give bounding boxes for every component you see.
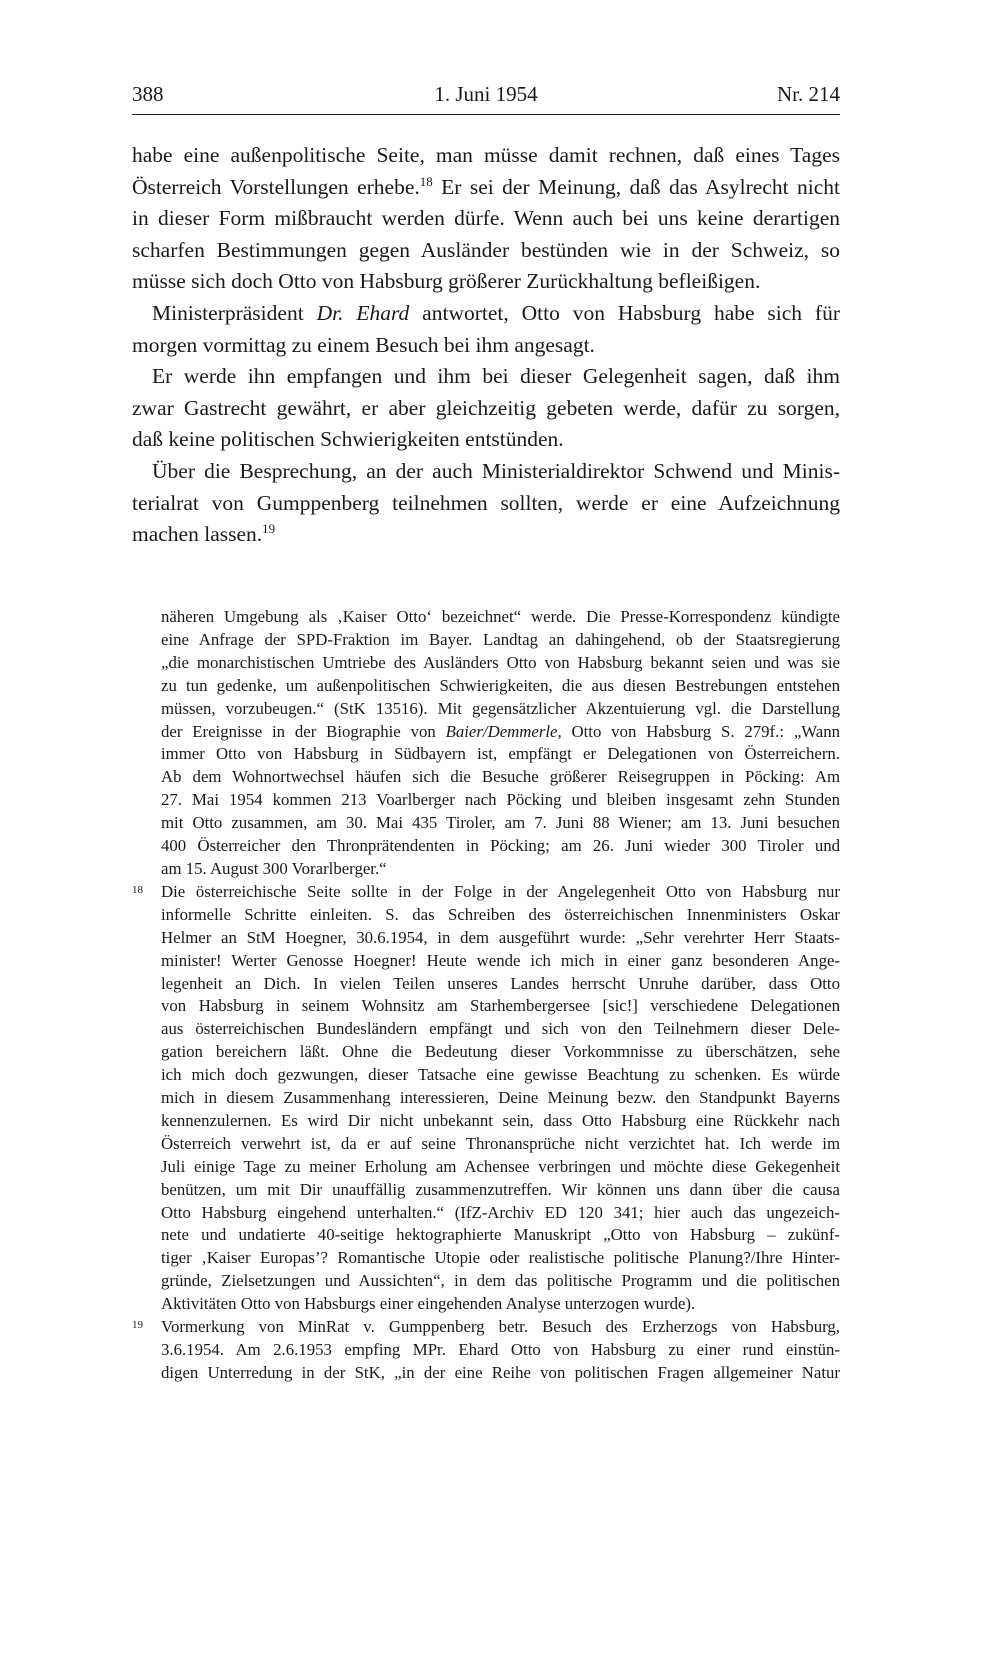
author-citation: Baier/Demmerle — [445, 721, 558, 741]
paragraph-3 — [132, 361, 840, 456]
text-line: habe eine außenpolitische Seite, man müsse damit rechnen, daß eines Tages — [132, 143, 840, 167]
text-line: scharfen Bestimmungen gegen Ausländer bestünden wie in der Schweiz, so — [132, 237, 840, 262]
page-number: 388 — [132, 82, 164, 106]
header-rule — [132, 114, 840, 115]
footnote-ref-19[interactable]: 19 — [262, 521, 276, 536]
text-line: Österreich Vorstellungen erhebe.$^{18}$ Er sei der Meinung, daß das Asylrecht nicht — [132, 174, 840, 199]
footnote-19: 19 Vormerkung von MinRat v. Gumppenberg betr. Besuch des Erzherzogs von Habsburg, 3.6.1954. Am 2.6.1953 empfing MPr. Ehard Otto von Habsburg zu einer rund einstün- digen Unterredung in der StK, „in der eine Reihe von politischen Fragen allgemeiner Natur — [132, 1316, 840, 1385]
paragraph-2 — [132, 298, 840, 361]
text-line: machen lassen.$^{19}$ — [132, 521, 276, 547]
text-line: morgen vormittag zu einem Besuch bei ihm angesagt. — [132, 332, 595, 357]
header-date: 1. Juni 1954 — [434, 82, 538, 106]
footnotes — [132, 606, 840, 1385]
footnote-18: 18 Die österreichische Seite sollte in der Folge in der Angelegenheit Otto von Habsburg nur informelle Schritte einleiten. S. das Schreiben des österreichischen Innenministers Oskar Helmer an StM Hoegner, 30.6.1954, in dem ausgeführt wurde: „Sehr verehrter Herr Staats- minister! Werter Genosse Hoegner! Heute wende ich mich in einer ganz besonderen Ange- legenheit an Dich. In vielen Teilen unseres Landes herrscht Unruhe darüber, dass Otto von Habsburg in seinem Wohnsitz am Starhembergersee [sic!] verschiedene Delegationen aus österreichischen Bundesländern empfängt und sich von den Teilnehmern dieser Dele- gation bereichern läßt. Ohne die Bedeutung dieser Vorkommnisse zu überschätzen, sehe ich mich doch gezwungen, dieser Tatsache eine gewisse Beachtung zu schenken. Es würde mich in diesem Zusammenhang interessieren, Deine Meinung bezw. den Standpunkt Bayerns kennenzulernen. Es wird Dir nicht unbekannt sein, dass Otto Habsburg eine Rückkehr nach Österreich verwehrt ist, da er auf seine Thronansprüche nicht verzichtet hat. Ich werde im Juli einige Tage zu meiner Erholung am Achensee verbringen und möchte diese Gekegenheit benützen, um mit Dir unauffällig zusammenzutreffen. Wir können uns dann über die causa Otto Habsburg eingehend unterhalten.“ (IfZ-Archiv ED 120 341; hier auch das ungezeich- nete und undatierte 40-seitige hektographierte Manuskript „Otto von Habsburg – zukünf- tiger ‚Kaiser Europas’? Romantische Utopie oder realistische politische Planung?/Ihre Hinter- gründe, Zielsetzungen und Aussichten“, in dem das politische Programm und die politischen Aktivitäten Otto von Habsburgs einer eingehenden Analyse unterzogen wurde). — [132, 881, 840, 1316]
text-line: daß keine politischen Schwierigkeiten entstünden. — [132, 427, 564, 452]
text-line: terialrat von Gumppenberg teilnehmen sollten, werde er eine Aufzeichnung — [132, 490, 840, 515]
text-line: Er werde ihn empfangen und ihm bei dieser Gelegenheit sagen, daß ihm — [152, 364, 840, 389]
speaker-name: Dr. Ehard — [316, 300, 410, 325]
footnote-number: 18 — [132, 883, 143, 896]
running-head — [132, 82, 840, 112]
footnote-continued: näheren Umgebung als ‚Kaiser Otto‘ bezeichnet“ werde. Die Presse-Korrespondenz kündigte eine Anfrage der SPD-Fraktion im Bayer. Landtag an dahingehend, ob der Staatsregierung „die monarchistischen Umtriebe des Ausländers Otto von Habsburg bekannt seien und was sie zu tun gedenke, um außenpolitischen Schwierigkeiten, die aus diesen Bestrebungen entstehen müssen, vorzubeugen.“ (StK 13516). Mit gegensätzlicher Akzentuierung vgl. die Darstellung der Ereignisse in der Biographie von Baier/Demmerle, Otto von Habsburg S. 279f.: „Wann immer Otto von Habsburg in Südbayern ist, empfängt er Delegationen von Österreichern. Ab dem Wohnortwechsel häufen sich die Besuche größerer Reisegruppen in Pöcking: Am 27. Mai 1954 kommen 213 Voarlberger nach Pöcking und bleiben insgesamt zehn Stunden mit Otto zusammen, am 30. Mai 435 Tiroler, am 7. Juni 88 Wiener; am 13. Juni besuchen 400 Österreicher den Thronprätendenten in Pöcking; am 26. Juni wieder 300 Tiroler und am 15. August 300 Vorarlberger.“ — [161, 607, 840, 878]
text-line: Ministerpräsident Dr. Ehard antwortet, Otto von Habsburg habe sich für — [152, 300, 841, 325]
main-text — [132, 140, 840, 551]
footnote-number: 19 — [132, 1319, 143, 1332]
paragraph-1 — [132, 140, 840, 298]
text-line: Über die Besprechung, an der auch Ministerialdirektor Schwend und Minis- — [152, 458, 840, 483]
paragraph-4 — [132, 456, 840, 551]
text-line: müsse sich doch Otto von Habsburg größerer Zurückhaltung befleißigen. — [132, 269, 761, 294]
footnote-ref-18[interactable]: 18 — [419, 174, 433, 189]
document-number: Nr. 214 — [777, 82, 840, 106]
text-line: zwar Gastrecht gewährt, er aber gleichzeitig gebeten werde, dafür zu sorgen, — [132, 395, 840, 420]
text-line: in dieser Form mißbraucht werden dürfe. Wenn auch bei uns keine derartigen — [132, 206, 840, 231]
